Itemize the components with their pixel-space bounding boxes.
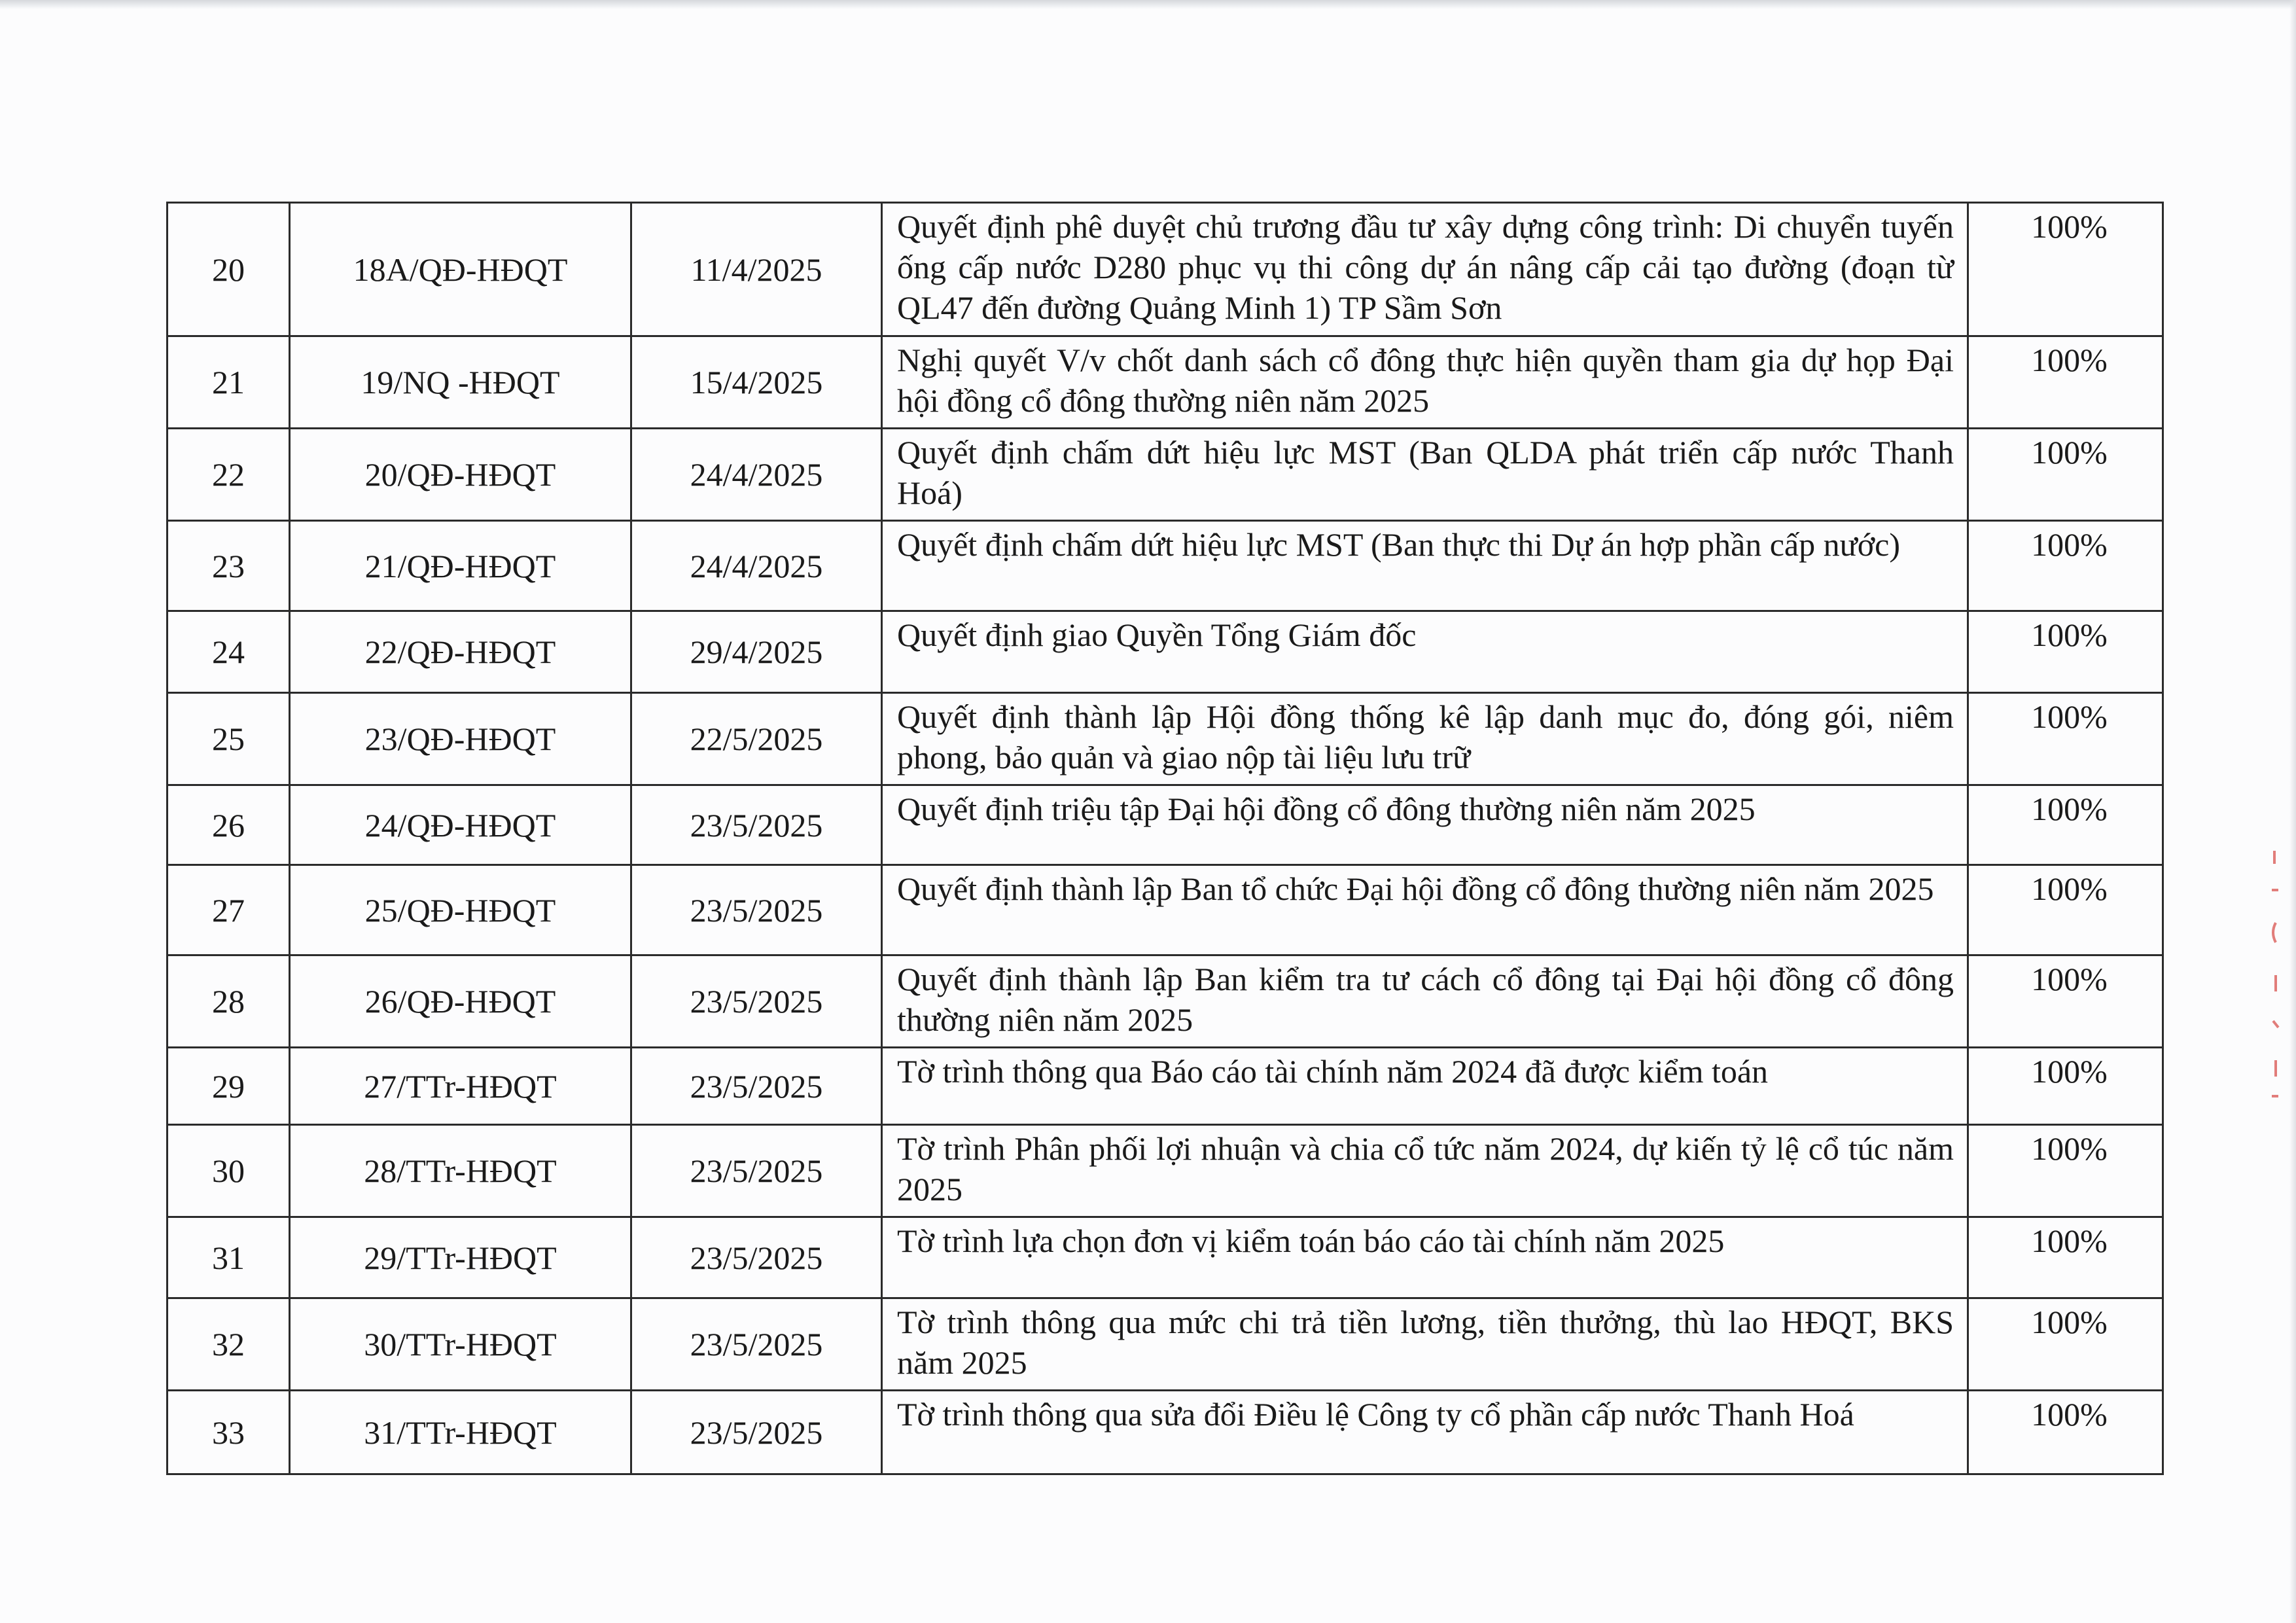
row-number-cell: 32 xyxy=(168,1298,290,1391)
table-row xyxy=(168,1125,2163,1217)
row-number-cell: 21 xyxy=(168,336,290,429)
document-number-cell: 28/TTr-HĐQT xyxy=(290,1125,631,1217)
table-row xyxy=(168,1048,2163,1125)
seal-edge-mark xyxy=(2269,844,2282,1106)
table-row xyxy=(168,203,2163,336)
approval-rate-cell: 100% xyxy=(1968,611,2163,693)
approval-rate-cell: 100% xyxy=(1968,429,2163,521)
document-date-cell: 22/5/2025 xyxy=(631,693,882,785)
document-content-cell: Nghị quyết V/v chốt danh sách cổ đông thực hiện quyền tham gia dự họp Đại hội đồng cổ đông thường niên năm 2025 xyxy=(882,336,1968,429)
document-date-cell: 23/5/2025 xyxy=(631,785,882,865)
document-number-cell: 23/QĐ-HĐQT xyxy=(290,693,631,785)
document-number-cell: 27/TTr-HĐQT xyxy=(290,1048,631,1125)
document-date-cell: 23/5/2025 xyxy=(631,865,882,955)
row-number-cell: 23 xyxy=(168,521,290,611)
approval-rate-cell: 100% xyxy=(1968,1217,2163,1298)
document-date-cell: 29/4/2025 xyxy=(631,611,882,693)
document-date-cell: 23/5/2025 xyxy=(631,1391,882,1474)
table-row xyxy=(168,865,2163,955)
document-date-cell: 23/5/2025 xyxy=(631,1125,882,1217)
approval-rate-cell: 100% xyxy=(1968,203,2163,336)
table-row xyxy=(168,785,2163,865)
document-date-cell: 23/5/2025 xyxy=(631,955,882,1048)
document-number-cell: 25/QĐ-HĐQT xyxy=(290,865,631,955)
document-content-cell: Quyết định thành lập Hội đồng thống kê lập danh mục đo, đóng gói, niêm phong, bảo quản và giao nộp tài liệu lưu trữ xyxy=(882,693,1968,785)
scan-edge-top xyxy=(0,0,2296,9)
document-content-cell: Quyết định chấm dứt hiệu lực MST (Ban QLDA phát triển cấp nước Thanh Hoá) xyxy=(882,429,1968,521)
document-date-cell: 11/4/2025 xyxy=(631,203,882,336)
table-row xyxy=(168,1298,2163,1391)
approval-rate-cell: 100% xyxy=(1968,1391,2163,1474)
approval-rate-cell: 100% xyxy=(1968,955,2163,1048)
table-row xyxy=(168,1217,2163,1298)
approval-rate-cell: 100% xyxy=(1968,1048,2163,1125)
document-number-cell: 30/TTr-HĐQT xyxy=(290,1298,631,1391)
document-number-cell: 21/QĐ-HĐQT xyxy=(290,521,631,611)
row-number-cell: 26 xyxy=(168,785,290,865)
table-row xyxy=(168,429,2163,521)
table-row xyxy=(168,336,2163,429)
row-number-cell: 25 xyxy=(168,693,290,785)
table-row xyxy=(168,955,2163,1048)
scan-edge-right xyxy=(2289,0,2296,1623)
row-number-cell: 31 xyxy=(168,1217,290,1298)
document-number-cell: 29/TTr-HĐQT xyxy=(290,1217,631,1298)
row-number-cell: 29 xyxy=(168,1048,290,1125)
row-number-cell: 22 xyxy=(168,429,290,521)
approval-rate-cell: 100% xyxy=(1968,785,2163,865)
document-date-cell: 24/4/2025 xyxy=(631,521,882,611)
document-content-cell: Tờ trình thông qua sửa đổi Điều lệ Công ty cổ phần cấp nước Thanh Hoá xyxy=(882,1391,1968,1474)
document-number-cell: 19/NQ -HĐQT xyxy=(290,336,631,429)
document-number-cell: 20/QĐ-HĐQT xyxy=(290,429,631,521)
document-number-cell: 18A/QĐ-HĐQT xyxy=(290,203,631,336)
document-content-cell: Quyết định giao Quyền Tổng Giám đốc xyxy=(882,611,1968,693)
document-content-cell: Quyết định thành lập Ban kiểm tra tư cách cổ đông tại Đại hội đồng cổ đông thường niên năm 2025 xyxy=(882,955,1968,1048)
document-date-cell: 23/5/2025 xyxy=(631,1298,882,1391)
row-number-cell: 30 xyxy=(168,1125,290,1217)
document-content-cell: Quyết định triệu tập Đại hội đồng cổ đông thường niên năm 2025 xyxy=(882,785,1968,865)
approval-rate-cell: 100% xyxy=(1968,1298,2163,1391)
document-number-cell: 24/QĐ-HĐQT xyxy=(290,785,631,865)
document-number-cell: 31/TTr-HĐQT xyxy=(290,1391,631,1474)
document-content-cell: Tờ trình thông qua mức chi trả tiền lương, tiền thưởng, thù lao HĐQT, BKS năm 2025 xyxy=(882,1298,1968,1391)
document-date-cell: 23/5/2025 xyxy=(631,1217,882,1298)
document-content-cell: Quyết định thành lập Ban tổ chức Đại hội đồng cổ đông thường niên năm 2025 xyxy=(882,865,1968,955)
approval-rate-cell: 100% xyxy=(1968,521,2163,611)
resolutions-table xyxy=(166,202,2164,1475)
row-number-cell: 20 xyxy=(168,203,290,336)
row-number-cell: 24 xyxy=(168,611,290,693)
document-content-cell: Tờ trình thông qua Báo cáo tài chính năm 2024 đã được kiểm toán xyxy=(882,1048,1968,1125)
document-date-cell: 15/4/2025 xyxy=(631,336,882,429)
approval-rate-cell: 100% xyxy=(1968,693,2163,785)
document-content-cell: Tờ trình Phân phối lợi nhuận và chia cổ tức năm 2024, dự kiến tỷ lệ cổ túc năm 2025 xyxy=(882,1125,1968,1217)
approval-rate-cell: 100% xyxy=(1968,1125,2163,1217)
document-date-cell: 24/4/2025 xyxy=(631,429,882,521)
document-number-cell: 26/QĐ-HĐQT xyxy=(290,955,631,1048)
approval-rate-cell: 100% xyxy=(1968,336,2163,429)
table-row xyxy=(168,611,2163,693)
table-row xyxy=(168,1391,2163,1474)
document-date-cell: 23/5/2025 xyxy=(631,1048,882,1125)
row-number-cell: 27 xyxy=(168,865,290,955)
document-number-cell: 22/QĐ-HĐQT xyxy=(290,611,631,693)
table-row xyxy=(168,521,2163,611)
row-number-cell: 33 xyxy=(168,1391,290,1474)
row-number-cell: 28 xyxy=(168,955,290,1048)
approval-rate-cell: 100% xyxy=(1968,865,2163,955)
document-content-cell: Tờ trình lựa chọn đơn vị kiểm toán báo cáo tài chính năm 2025 xyxy=(882,1217,1968,1298)
document-content-cell: Quyết định chấm dứt hiệu lực MST (Ban thực thi Dự án hợp phần cấp nước) xyxy=(882,521,1968,611)
document-content-cell: Quyết định phê duyệt chủ trương đầu tư xây dựng công trình: Di chuyển tuyến ống cấp nước D280 phục vụ thi công dự án nâng cấp cải tạo đường (đoạn từ QL47 đến đường Quảng Minh 1) TP Sầm Sơn xyxy=(882,203,1968,336)
table-row xyxy=(168,693,2163,785)
